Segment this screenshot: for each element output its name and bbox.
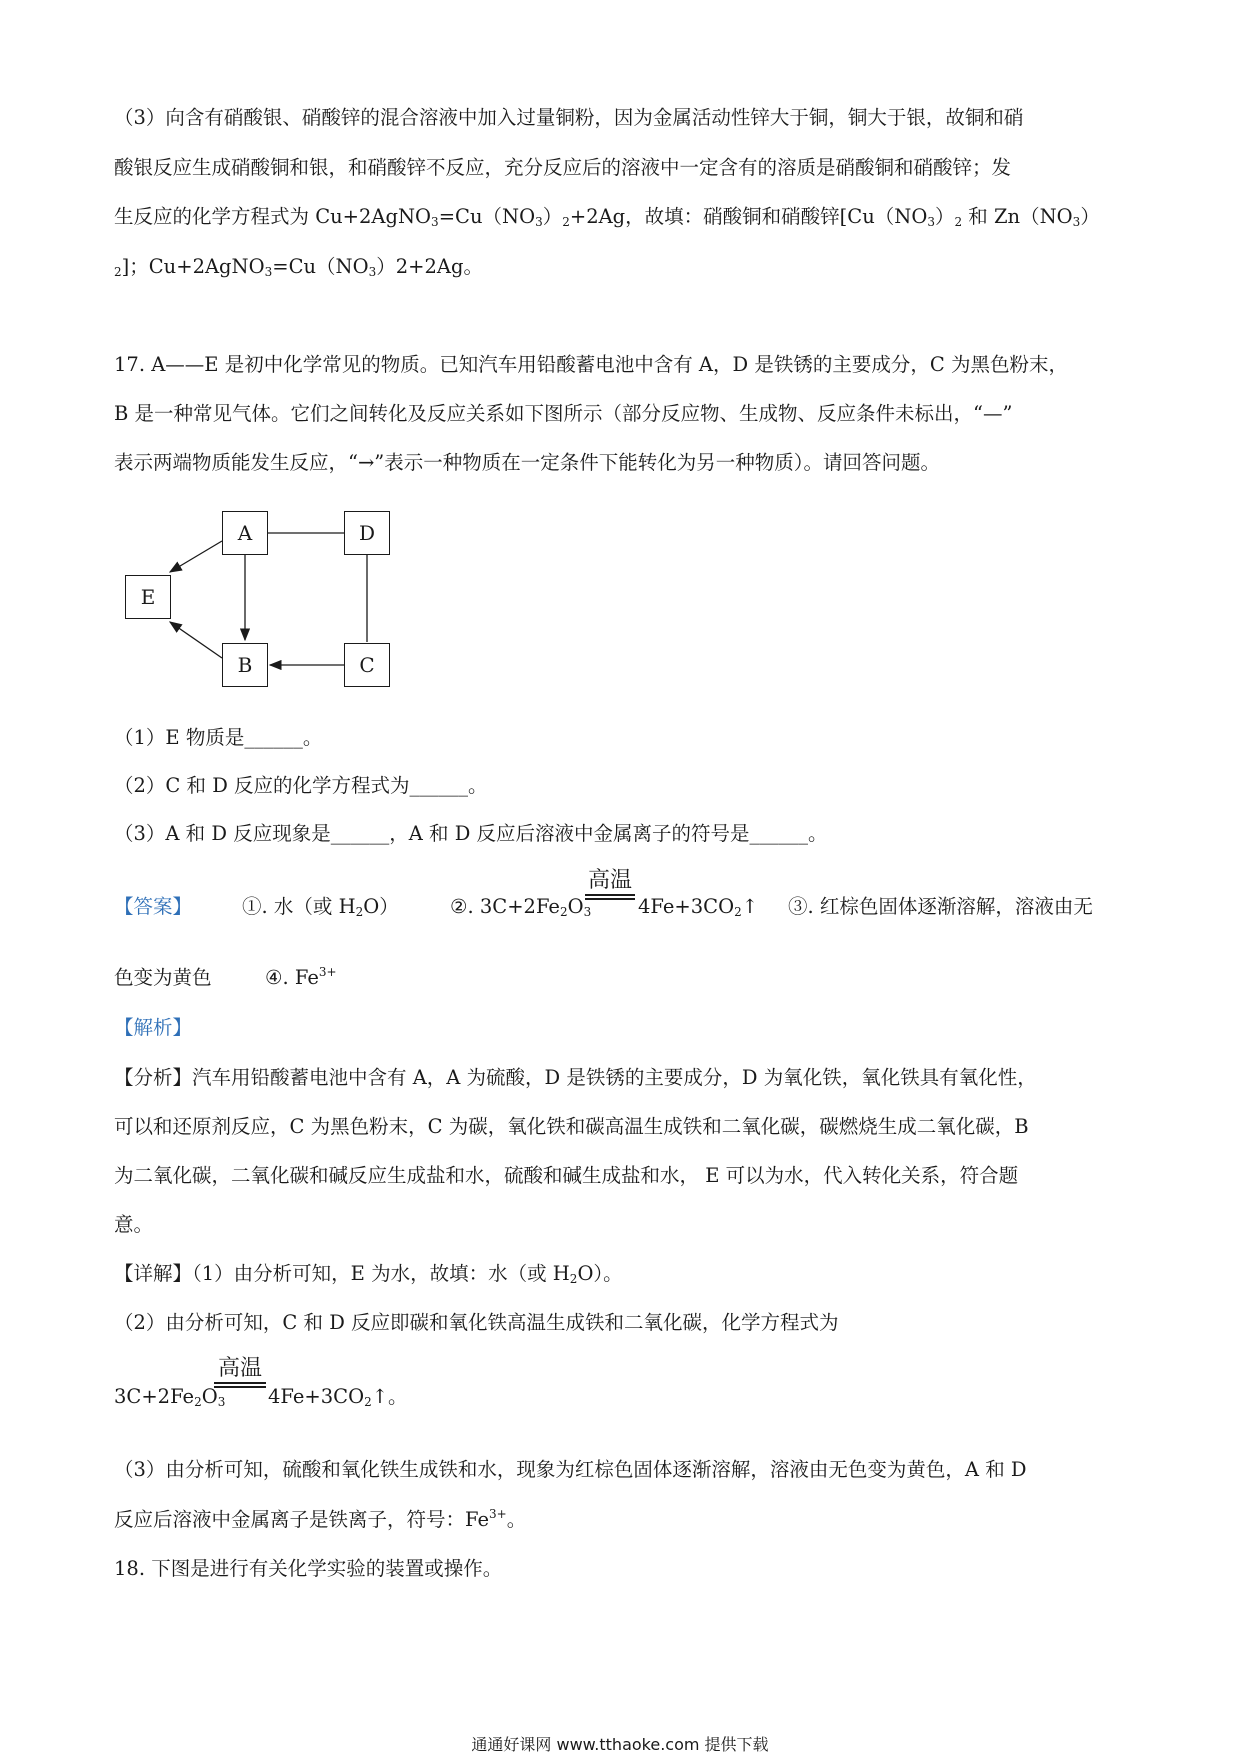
node-e: E bbox=[125, 575, 171, 619]
answer-1: ①. 水（或 $H_2O$） bbox=[242, 895, 399, 919]
node-d: D bbox=[344, 511, 390, 555]
answer-3-continued: 色变为黄色 bbox=[114, 966, 212, 989]
equation-condition: 高温 bbox=[214, 1358, 266, 1388]
analysis-label: 【解析】 bbox=[114, 1016, 193, 1039]
detail-2: （2）由分析可知，C 和 D 反应即碳和氧化铁高温生成铁和二氧化碳，化学方程式为 bbox=[114, 1311, 839, 1334]
q16-part3-line2: 酸银反应生成硝酸铜和银，和硝酸锌不反应，充分反应后的溶液中一定含有的溶质是硝酸铜和硝酸锌；发 bbox=[114, 156, 1012, 179]
relation-diagram bbox=[120, 508, 410, 698]
answer-2-right: $4Fe+3CO_2↑$ bbox=[638, 895, 759, 919]
analysis-fx-line1: 【分析】汽车用铅酸蓄电池中含有 A，A 为硫酸，D 是铁锈的主要成分，D 为氧化铁，氧化铁具有氧化性， bbox=[114, 1066, 1037, 1089]
q18-stem: 18. 下图是进行有关化学实验的装置或操作。 bbox=[114, 1557, 503, 1580]
detail-1: 【详解】（1）由分析可知，E 为水，故填：水（或 $H_2O$）。 bbox=[114, 1262, 623, 1286]
q17-stem-line3: 表示两端物质能发生反应，“→”表示一种物质在一定条件下能转化为另一种物质）。请回答问题。 bbox=[114, 451, 941, 474]
node-a: A bbox=[222, 511, 268, 555]
analysis-fx-line3: 为二氧化碳，二氧化碳和碱反应生成盐和水，硫酸和碱生成盐和水， E 可以为水，代入转化关系，符合题 bbox=[114, 1164, 1019, 1187]
answer-label: 【答案】 bbox=[114, 895, 193, 918]
analysis-fx-line4: 意。 bbox=[114, 1213, 154, 1236]
q16-part3-line3: 生反应的化学方程式为 $Cu+2AgNO_3=Cu(NO_3)_2+2Ag$，故填：硝酸铜和硝酸锌[$Cu(NO_3)_2$ 和 $Zn(NO_3)$ bbox=[114, 205, 1100, 229]
detail-3-line2: 反应后溶液中金属离子是铁离子，符号：$Fe^{3+}$。 bbox=[114, 1507, 527, 1531]
detail-3-line1: （3）由分析可知，硫酸和氧化铁生成铁和水，现象为红棕色固体逐渐溶解，溶液由无色变为黄色，A 和 D bbox=[114, 1458, 1027, 1481]
answer-2-left: ②. $3C+2Fe_2O_3$ bbox=[450, 895, 592, 919]
q17-sub3: （3）A 和 D 反应现象是______，A 和 D 反应后溶液中金属离子的符号是______。 bbox=[114, 822, 828, 845]
analysis-fx-line2: 可以和还原剂反应，C 为黑色粉末，C 为碳，氧化铁和碳高温生成铁和二氧化碳，碳燃烧生成二氧化碳，B bbox=[114, 1115, 1029, 1138]
q17-sub2: （2）C 和 D 反应的化学方程式为______。 bbox=[114, 774, 488, 797]
q17-sub1: （1）E 物质是______。 bbox=[114, 726, 323, 749]
answer-4: ④. $Fe^{3+}$ bbox=[265, 965, 337, 989]
q16-part3-line4: $_2$]；$Cu+2AgNO_3=Cu(NO_3)2+2Ag$。 bbox=[114, 255, 483, 279]
node-c: C bbox=[344, 643, 390, 687]
q16-part3-line1: （3）向含有硝酸银、硝酸锌的混合溶液中加入过量铜粉，因为金属活动性锌大于铜，铜大于银，故铜和硝 bbox=[114, 106, 1024, 129]
arrow-a-to-e bbox=[170, 541, 222, 572]
answer-3: ③. 红棕色固体逐渐溶解，溶液由无 bbox=[788, 895, 1093, 918]
answer-2-condition: 高温 bbox=[585, 870, 635, 900]
q17-stem-line1: 17. A——E 是初中化学常见的物质。已知汽车用铅酸蓄电池中含有 A，D 是铁锈的主要成分，C 为黑色粉末， bbox=[114, 353, 1068, 376]
equation-right: $4Fe+3CO_2↑$。 bbox=[268, 1385, 408, 1409]
arrow-b-to-e bbox=[170, 622, 222, 658]
page-footer: 通通好课网 www.tthaoke.com 提供下载 bbox=[471, 1735, 769, 1754]
equation-left: $3C+2Fe_2O_3$ bbox=[114, 1385, 226, 1409]
node-b: B bbox=[222, 643, 268, 687]
q17-stem-line2: B 是一种常见气体。它们之间转化及反应关系如下图所示（部分反应物、生成物、反应条件未标出，“—” bbox=[114, 402, 1013, 425]
